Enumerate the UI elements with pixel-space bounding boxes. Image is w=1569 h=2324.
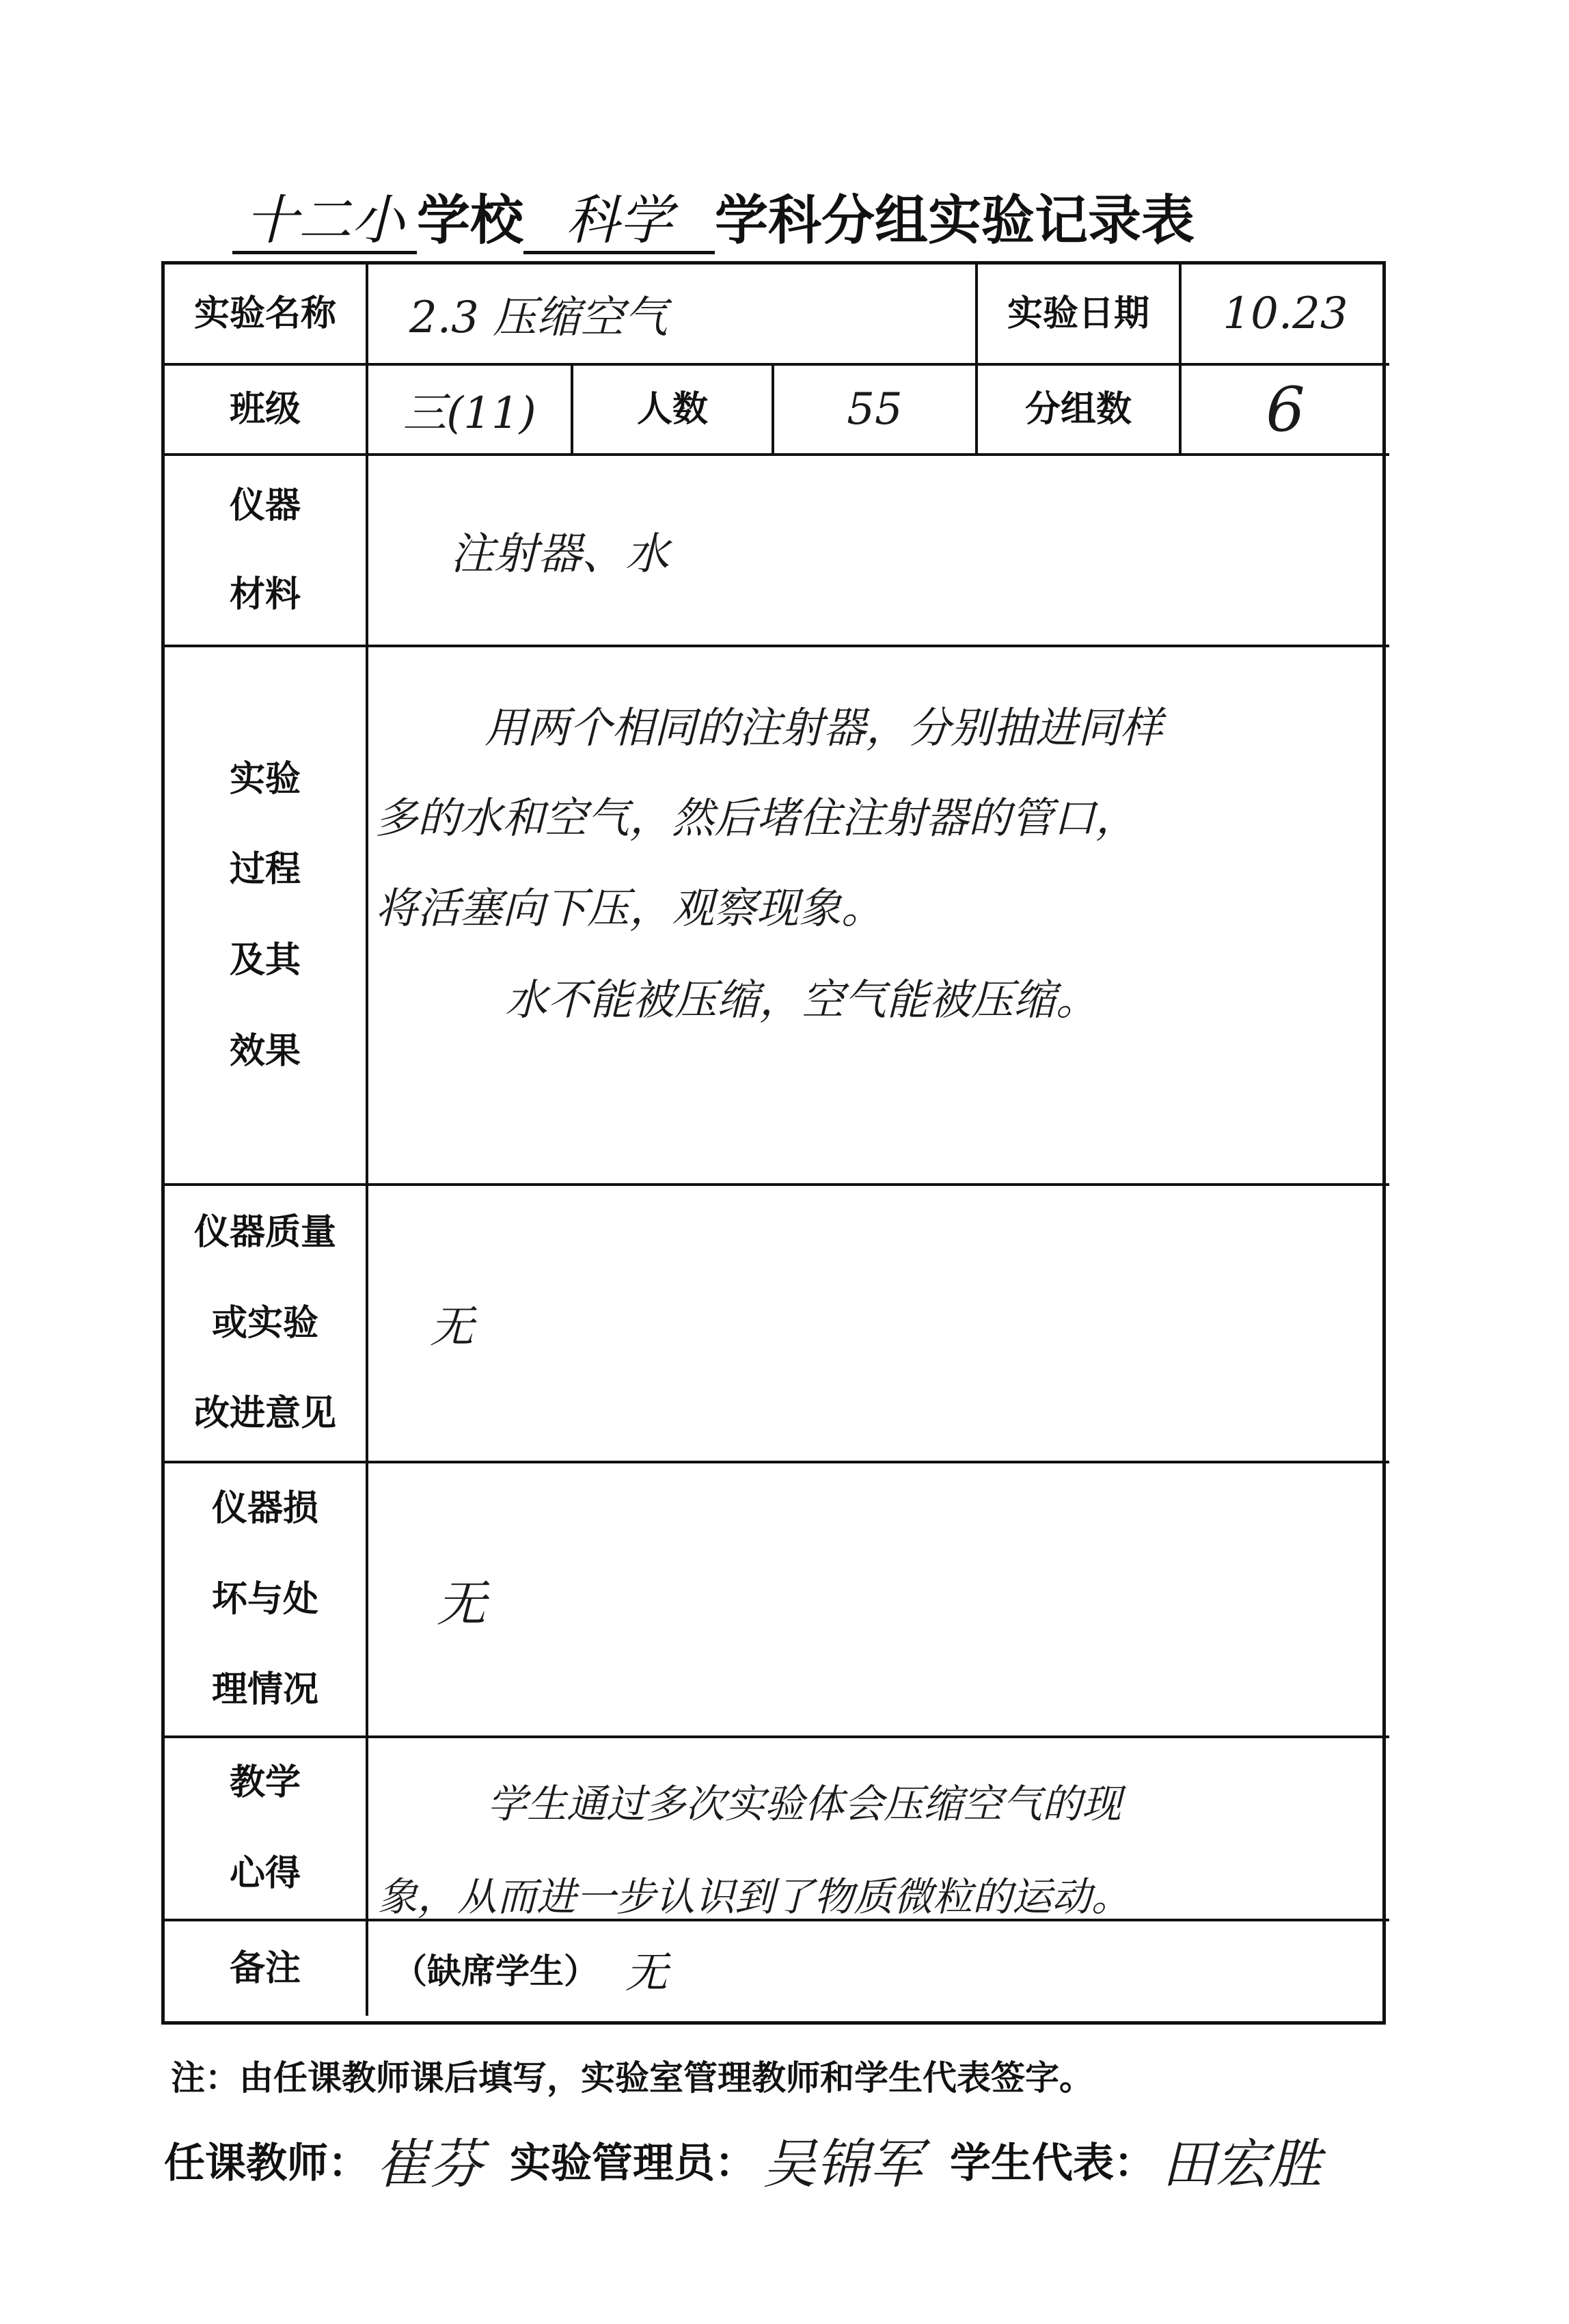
label-text: 分组数 bbox=[1024, 389, 1132, 430]
label-text: 过程 bbox=[229, 849, 301, 891]
value-materials: 注射器、水 bbox=[368, 456, 1389, 647]
label-text: 或实验 bbox=[211, 1302, 318, 1344]
value-experiment-name: 2.3 压缩空气 bbox=[368, 265, 978, 366]
label-remarks bbox=[165, 1921, 368, 2016]
label-text: 人数 bbox=[636, 389, 708, 430]
label-text: 仪器损 bbox=[211, 1488, 318, 1530]
process-line: 将活塞向下压，观察现象。 bbox=[375, 883, 884, 933]
teacher-signature: 崔芬 bbox=[376, 2134, 483, 2195]
record-table bbox=[161, 261, 1386, 2025]
label-text: 实验 bbox=[229, 758, 301, 800]
student-label: 学生代表： bbox=[950, 2139, 1156, 2187]
title-suffix: 学科分组实验记录表 bbox=[715, 190, 1195, 252]
value-group-count: 6 bbox=[1182, 366, 1389, 456]
label-class bbox=[165, 366, 368, 456]
label-group-count bbox=[978, 366, 1182, 456]
school-suffix: 学校 bbox=[417, 190, 524, 252]
remarks-value: 无 bbox=[625, 1947, 668, 1997]
value-quality: 无 bbox=[368, 1186, 1389, 1463]
label-experiment-date bbox=[978, 265, 1182, 366]
value-experiment-date: 10.23 bbox=[1182, 265, 1389, 366]
label-process bbox=[165, 647, 368, 1186]
teacher-label: 任课教师： bbox=[164, 2139, 369, 2187]
reflection-line: 象，从而进一步认识到了物质微粒的运动。 bbox=[378, 1874, 1132, 1920]
page-title bbox=[232, 179, 1353, 254]
value-process bbox=[368, 647, 1389, 1186]
label-text: 备注 bbox=[229, 1948, 301, 1989]
label-text: 班级 bbox=[229, 389, 301, 430]
remarks-prefix: （缺席学生） bbox=[393, 1951, 598, 1991]
label-text: 仪器质量 bbox=[193, 1212, 336, 1254]
value-reflection bbox=[368, 1738, 1389, 1921]
value-damage: 无 bbox=[368, 1463, 1389, 1738]
subject-fill: 科学 bbox=[523, 192, 715, 254]
manager-signature: 吴锦军 bbox=[763, 2134, 923, 2195]
school-name-fill: 十二小 bbox=[232, 192, 417, 254]
value-people-count: 55 bbox=[774, 366, 978, 456]
label-experiment-name bbox=[165, 265, 368, 366]
label-text: 实验日期 bbox=[1007, 293, 1149, 334]
student-signature: 田宏胜 bbox=[1162, 2134, 1322, 2195]
signature-row bbox=[164, 2119, 1394, 2201]
label-damage bbox=[165, 1463, 368, 1738]
label-reflection bbox=[165, 1738, 368, 1921]
label-text: 坏与处 bbox=[211, 1578, 318, 1620]
label-people-count bbox=[573, 366, 774, 456]
process-result: 水不能被压缩，空气能被压缩。 bbox=[505, 975, 1099, 1025]
label-text: 实验名称 bbox=[193, 293, 336, 334]
label-text: 仪器 bbox=[229, 485, 301, 526]
label-text: 改进意见 bbox=[193, 1393, 336, 1435]
value-class: 三(11) bbox=[368, 366, 573, 456]
reflection-line: 学生通过多次实验体会压缩空气的现 bbox=[487, 1781, 1122, 1827]
label-text: 及其 bbox=[229, 940, 301, 981]
label-text: 效果 bbox=[229, 1030, 301, 1072]
label-text: 理情况 bbox=[211, 1669, 318, 1711]
label-quality bbox=[165, 1186, 368, 1463]
manager-label: 实验管理员： bbox=[510, 2139, 756, 2187]
process-line: 用两个相同的注射器，分别抽进同样 bbox=[485, 703, 1163, 753]
process-line: 多的水和空气，然后堵住注射器的管口， bbox=[375, 793, 1138, 843]
footnote: 注：由任课教师课后填写，实验室管理教师和学生代表签字。 bbox=[171, 2058, 1093, 2098]
label-text: 心得 bbox=[229, 1853, 301, 1894]
label-text: 材料 bbox=[229, 574, 301, 615]
label-text: 教学 bbox=[229, 1762, 301, 1804]
label-materials bbox=[165, 456, 368, 647]
value-remarks bbox=[368, 1921, 1389, 2016]
